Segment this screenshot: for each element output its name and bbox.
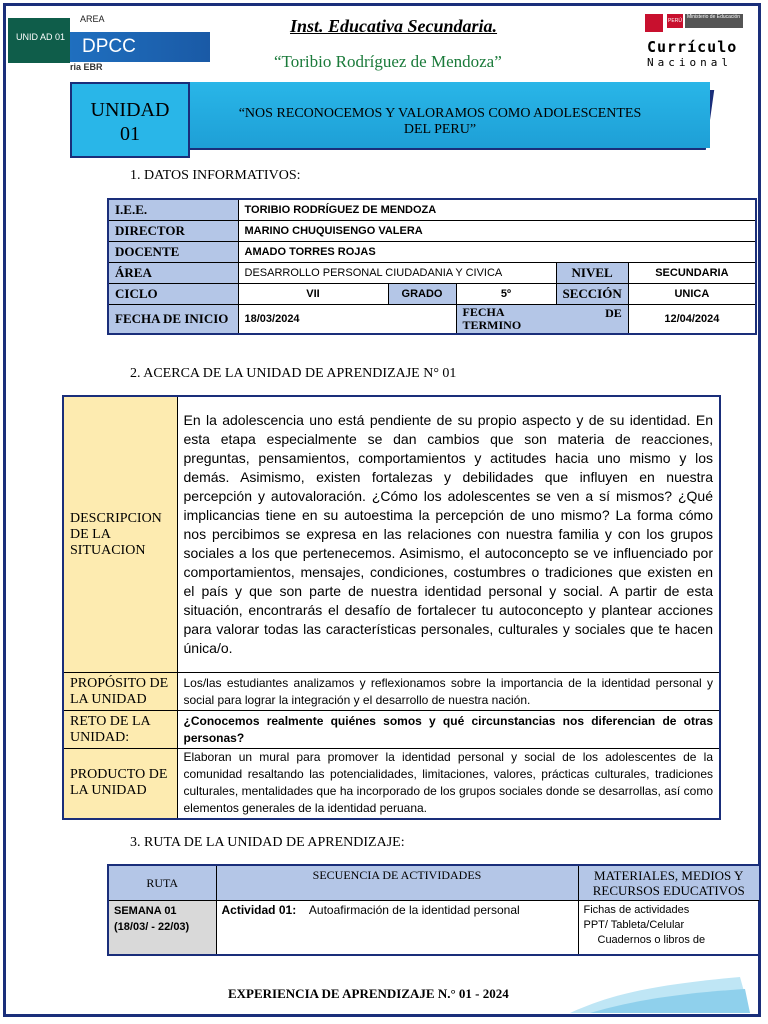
table-row [108, 199, 756, 220]
proposito-label: PROPÓSITO DE LA UNIDAD [63, 673, 177, 711]
ciclo-label: CICLO [108, 283, 238, 304]
table-row [63, 711, 720, 749]
table-row [108, 865, 760, 901]
grado-value: 5º [456, 283, 556, 304]
ciclo-value: VII [238, 283, 388, 304]
producto-text: Elaboran un mural para promover la identidad personal y social de los adolescentes de la comunidad resaltando las potencialidades, limitaciones, valores, prácticas culturales, tradiciones culturales, mentalidades que ha incorporado de los grupos sociales donde se desarrollas, así como elementos generales de la identidad peruana. [177, 749, 720, 819]
table-row [63, 396, 720, 673]
inicio-label: FECHA DE INICIO [108, 304, 238, 334]
table-row [108, 304, 756, 334]
footer-experiencia: EXPERIENCIA DE APRENDIZAJE N.° 01 - 2024 [228, 986, 509, 1001]
reto-label: RETO DE LA UNIDAD: [63, 711, 177, 749]
actividad-cell [216, 901, 578, 955]
col-secuencia: SECUENCIA DE ACTIVIDADES [216, 865, 578, 901]
director-value: MARINO CHUQUISENGO VALERA [238, 220, 756, 241]
peru-shield-icon [645, 14, 663, 32]
section-datos-title: 1. DATOS INFORMATIVOS: [130, 168, 301, 183]
curriculo-nacional-logo [645, 14, 745, 70]
inicio-value: 18/03/2024 [238, 304, 456, 334]
table-row [63, 673, 720, 711]
nivel-label: NIVEL [556, 262, 628, 283]
section-ruta-title: 3. RUTA DE LA UNIDAD DE APRENDIZAJE: [130, 835, 405, 850]
logo-nacional: Nacional [647, 56, 732, 69]
unit-label [70, 82, 190, 158]
actividad-text: Autoafirmación de la identidad personal [308, 903, 520, 917]
termino-label [456, 304, 628, 334]
descripcion-text: En la adolescencia uno está pendiente de su propio aspecto y de su identidad. En esta etapa especialmente se dan cambios que son materia de reacciones, preguntas, pensamientos, comportamientos y actitudes hacia uno mismo y los demás. Asimismo, existen fortalezas y debilidades que influyen en nuestra percepción y autovaloración. ¿Cómo los adolescentes se ven a sí mismos? ¿Qué implicancias tiene en su autoestima la percepción de uno mismo? La forma cómo nos percibimos se expresa en las relaciones con nuestra familia y con los grupos sociales a los que pertenecemos. Asimismo, el autoconcepto se ve influenciado por comportamientos, mensajes, condiciones, costumbres o tradiciones que existen en el país y que son parte de nuestra identidad personal y social. A partir de esta situación, encontrarás el desafío de fortalecer tu autoconcepto y plantear acciones para valorar todas las características personales, culturales y sociales que te hacen única/o. [177, 396, 720, 673]
unit-title: “NOS RECONOCEMOS Y VALORAMOS COMO ADOLESCENTES DEL PERU” [238, 106, 642, 137]
wave-decoration-icon [570, 975, 750, 1013]
nivel-value: SECUNDARIA [628, 262, 756, 283]
descripcion-label: DESCRIPCION DE LA SITUACION [63, 396, 177, 673]
col-materiales: MATERIALES, MEDIOS Y RECURSOS EDUCATIVOS [578, 865, 760, 901]
materiales-cell [578, 901, 760, 955]
unit-label-line1: UNIDAD [90, 99, 170, 121]
material-item: PPT/ Tableta/Celular [583, 919, 685, 931]
institution-title: Inst. Educativa Secundaria. [290, 16, 498, 36]
ruta-table [107, 864, 761, 956]
material-item: Cuadernos o libros de [597, 934, 706, 946]
area-tag: AREA [80, 14, 105, 24]
termino-value: 12/04/2024 [628, 304, 756, 334]
logo-peru: PERÚ [667, 14, 683, 28]
docente-label: DOCENTE [108, 241, 238, 262]
termino-label-c: TERMINO [462, 317, 522, 332]
seccion-label: SECCIÓN [556, 283, 628, 304]
semana-fechas: (18/03/ - 22/03) [114, 921, 190, 933]
seccion-value: UNICA [628, 283, 756, 304]
unit-label-line2: 01 [120, 123, 140, 145]
logo-curriculo: Currículo [647, 38, 738, 56]
semana-label: SEMANA 01 [114, 905, 177, 917]
area-label: ÁREA [108, 262, 238, 283]
termino-label-a: FECHA [462, 304, 505, 319]
producto-label: PRODUCTO DE LA UNIDAD [63, 749, 177, 819]
col-ruta: RUTA [108, 865, 216, 901]
docente-value: AMADO TORRES ROJAS [238, 241, 756, 262]
iee-label: I.E.E. [108, 199, 238, 220]
table-row [108, 901, 760, 955]
institution-name: “Toribio Rodríguez de Mendoza” [274, 52, 502, 71]
material-item: Fichas de actividades [583, 904, 690, 916]
table-row [108, 241, 756, 262]
termino-label-b: DE [605, 305, 622, 320]
table-row [63, 749, 720, 819]
director-label: DIRECTOR [108, 220, 238, 241]
table-row [108, 283, 756, 304]
area-value: DESARROLLO PERSONAL CIUDADANIA Y CIVICA [238, 262, 556, 283]
course-tag: DPCC [70, 32, 210, 62]
actividad-label: Actividad 01: [221, 903, 297, 917]
acerca-table [62, 395, 721, 820]
unit-tag: UNID AD 01 [8, 18, 70, 63]
reto-text: ¿Conocemos realmente quiénes somos y qué circunstancias nos diferencian de otras personas? [177, 711, 720, 749]
table-row [108, 262, 756, 283]
level-tag: ria EBR [70, 62, 103, 72]
proposito-text: Los/las estudiantes analizamos y reflexionamos sobre la importancia de la identidad personal y social para lograr la integración y el desarrollo de nuestra nación. [177, 673, 720, 711]
table-row [108, 220, 756, 241]
semana-cell [108, 901, 216, 955]
logo-ministry: Ministerio de Educación [685, 14, 743, 28]
section-acerca-title: 2. ACERCA DE LA UNIDAD DE APRENDIZAJE N° 01 [130, 366, 457, 381]
datos-table [107, 198, 757, 335]
iee-value: TORIBIO RODRÍGUEZ DE MENDOZA [238, 199, 756, 220]
grado-label: GRADO [388, 283, 456, 304]
